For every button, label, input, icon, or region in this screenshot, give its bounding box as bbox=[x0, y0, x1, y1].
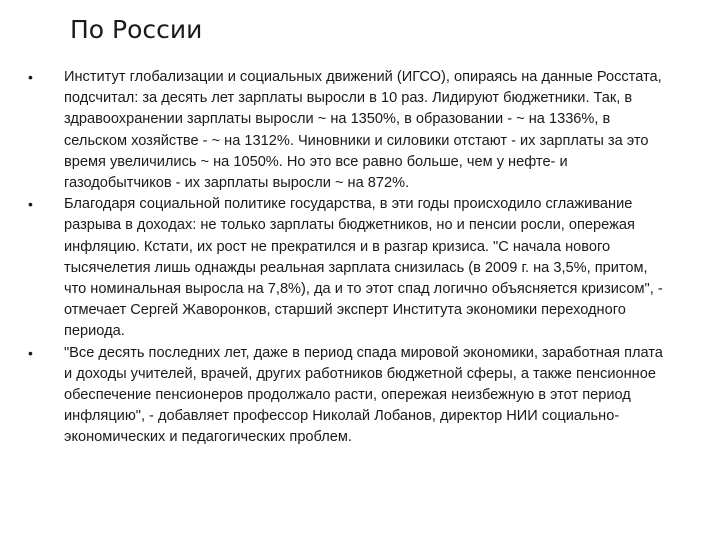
bullet-icon: • bbox=[28, 69, 33, 85]
bullet-item-2 bbox=[28, 194, 668, 342]
bullet-text: Благодаря социальной политике государства, в эти годы происходило сглаживание разрыва в доходах: не только зарплаты бюджетников, но и пенсии росли, опережая инфляцию. Кстати, их рост не прекратился и в разгар кризиса. "С начала нового тысячелетия лишь однажды реальная зарплата снизилась (в 2009 г. на 3,5%, притом, что номинальная выросла на 7,8%), да и то этот спад логично объясняется кризисом", - отмечает Сергей Жаворонков, старший эксперт Института экономики переходного периода. bbox=[64, 196, 663, 340]
bullet-item-1 bbox=[28, 67, 668, 194]
bullet-list bbox=[28, 67, 668, 449]
bullet-text: Институт глобализации и социальных движений (ИГСО), опираясь на данные Росстата, подсчитал: за десять лет зарплаты выросли в 10 раз. Лидируют бюджетники. Так, в здравоохранении зарплаты выросли ~ на 1350%, в образовании - ~ на 1336%, в сельском хозяйстве - ~ на 1312%. Чиновники и силовики отстают - их зарплаты за это время увеличились ~ на 1050%. Но это все равно больше, чем у нефте- и газодобытчиков - их зарплаты выросли ~ на 872%. bbox=[64, 69, 662, 192]
bullet-text: "Все десять последних лет, даже в период спада мировой экономики, заработная плата и доходы учителей, врачей, других работников бюджетной сферы, а также пенсионное обеспечение пенсионеров продолжало расти, опережая неизбежную в этот период инфляцию", - добавляет профессор Николай Лобанов, директор НИИ социально-экономических и педагогических проблем. bbox=[64, 344, 663, 446]
bullet-icon: • bbox=[28, 196, 33, 213]
bullet-item-3 bbox=[28, 343, 668, 449]
slide-title: По России bbox=[70, 15, 203, 44]
bullet-icon: • bbox=[28, 344, 33, 361]
